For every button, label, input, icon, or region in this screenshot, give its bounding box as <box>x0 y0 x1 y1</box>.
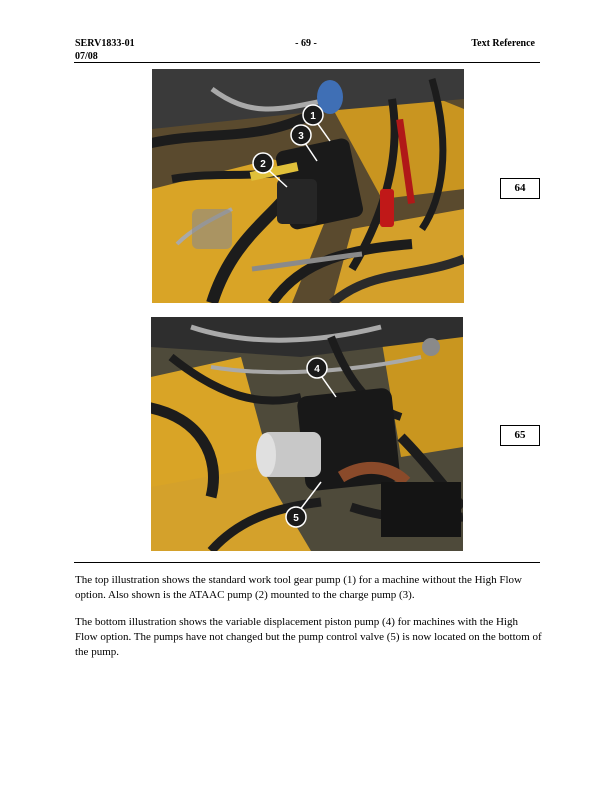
photo-gear-pump <box>152 69 464 303</box>
page-number: - 69 - <box>295 38 317 49</box>
doc-date: 07/08 <box>75 51 98 62</box>
photo-piston-pump <box>151 317 463 551</box>
doc-number: SERV1833-01 <box>75 38 135 49</box>
svg-text:1: 1 <box>310 111 316 122</box>
svg-text:5: 5 <box>293 513 299 524</box>
section-title: Text Reference <box>471 38 535 49</box>
figure-number-64: 64 <box>500 178 540 199</box>
body-paragraph-1: The top illustration shows the standard work tool gear pump (1) for a machine without the High Flow option. Also shown is the ATAAC pump (2) mounted to the charge pump (3). <box>75 574 522 601</box>
svg-text:2: 2 <box>260 159 266 170</box>
svg-text:4: 4 <box>314 364 320 375</box>
body-paragraph-2: The bottom illustration shows the variable displacement piston pump (4) for machines with the High Flow option. The pumps have not changed but the pump control valve (5) is now located on the bottom of the pump. <box>75 616 542 658</box>
body-rule <box>74 562 540 563</box>
svg-text:3: 3 <box>298 131 304 142</box>
figure-number-65: 65 <box>500 425 540 446</box>
header-rule <box>74 62 540 63</box>
